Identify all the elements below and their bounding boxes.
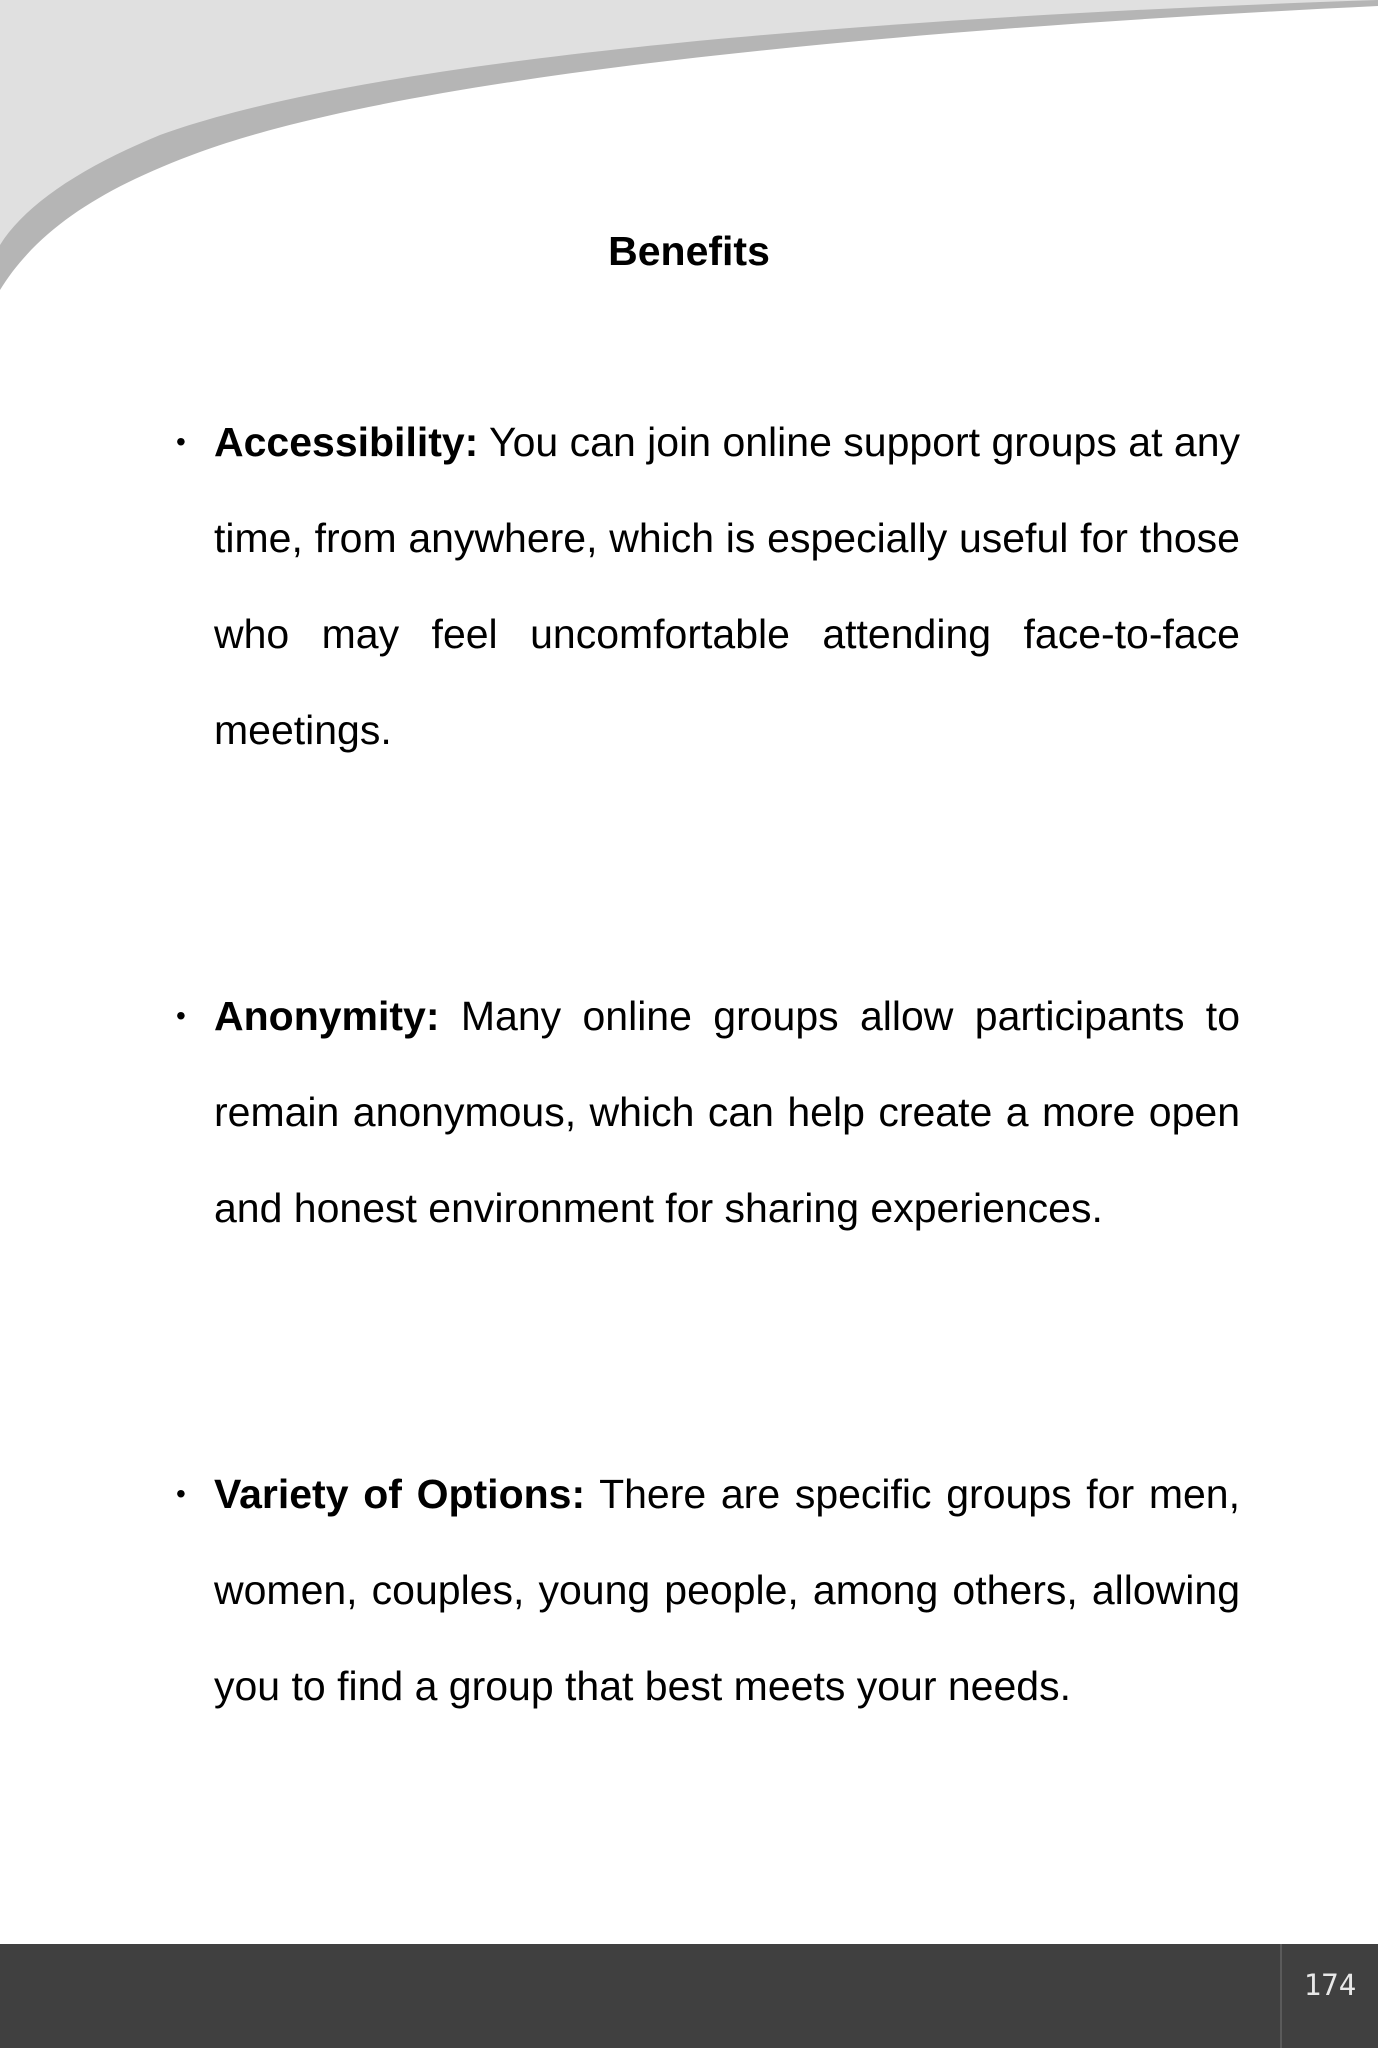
bullet-icon: • bbox=[176, 1000, 186, 1031]
benefit-item-variety-of-options bbox=[176, 1446, 1240, 1734]
benefits-list bbox=[176, 394, 1240, 1734]
bullet-icon: • bbox=[176, 426, 186, 457]
bullet-icon: • bbox=[176, 1478, 186, 1509]
page-title: Benefits bbox=[608, 228, 770, 274]
page-number: 174 bbox=[1280, 1944, 1378, 2048]
benefit-text: You can join online support groups at any time, from anywhere, which is especially useful for those who may feel uncomfortable attending face-to-face meetings. bbox=[214, 419, 1240, 753]
benefit-term: Variety of Options: bbox=[214, 1471, 586, 1517]
benefit-term: Anonymity: bbox=[214, 993, 440, 1039]
benefit-item-accessibility bbox=[176, 394, 1240, 778]
benefit-text: There are specific groups for men, women, couples, young people, among others, allowing you to find a group that best meets your needs. bbox=[214, 1471, 1240, 1709]
benefit-text: Many online groups allow participants to remain anonymous, which can help create a more open and honest environment for sharing experiences. bbox=[214, 993, 1240, 1231]
footer-bar bbox=[0, 1944, 1378, 2048]
benefit-term: Accessibility: bbox=[214, 419, 479, 465]
benefit-item-anonymity bbox=[176, 968, 1240, 1256]
